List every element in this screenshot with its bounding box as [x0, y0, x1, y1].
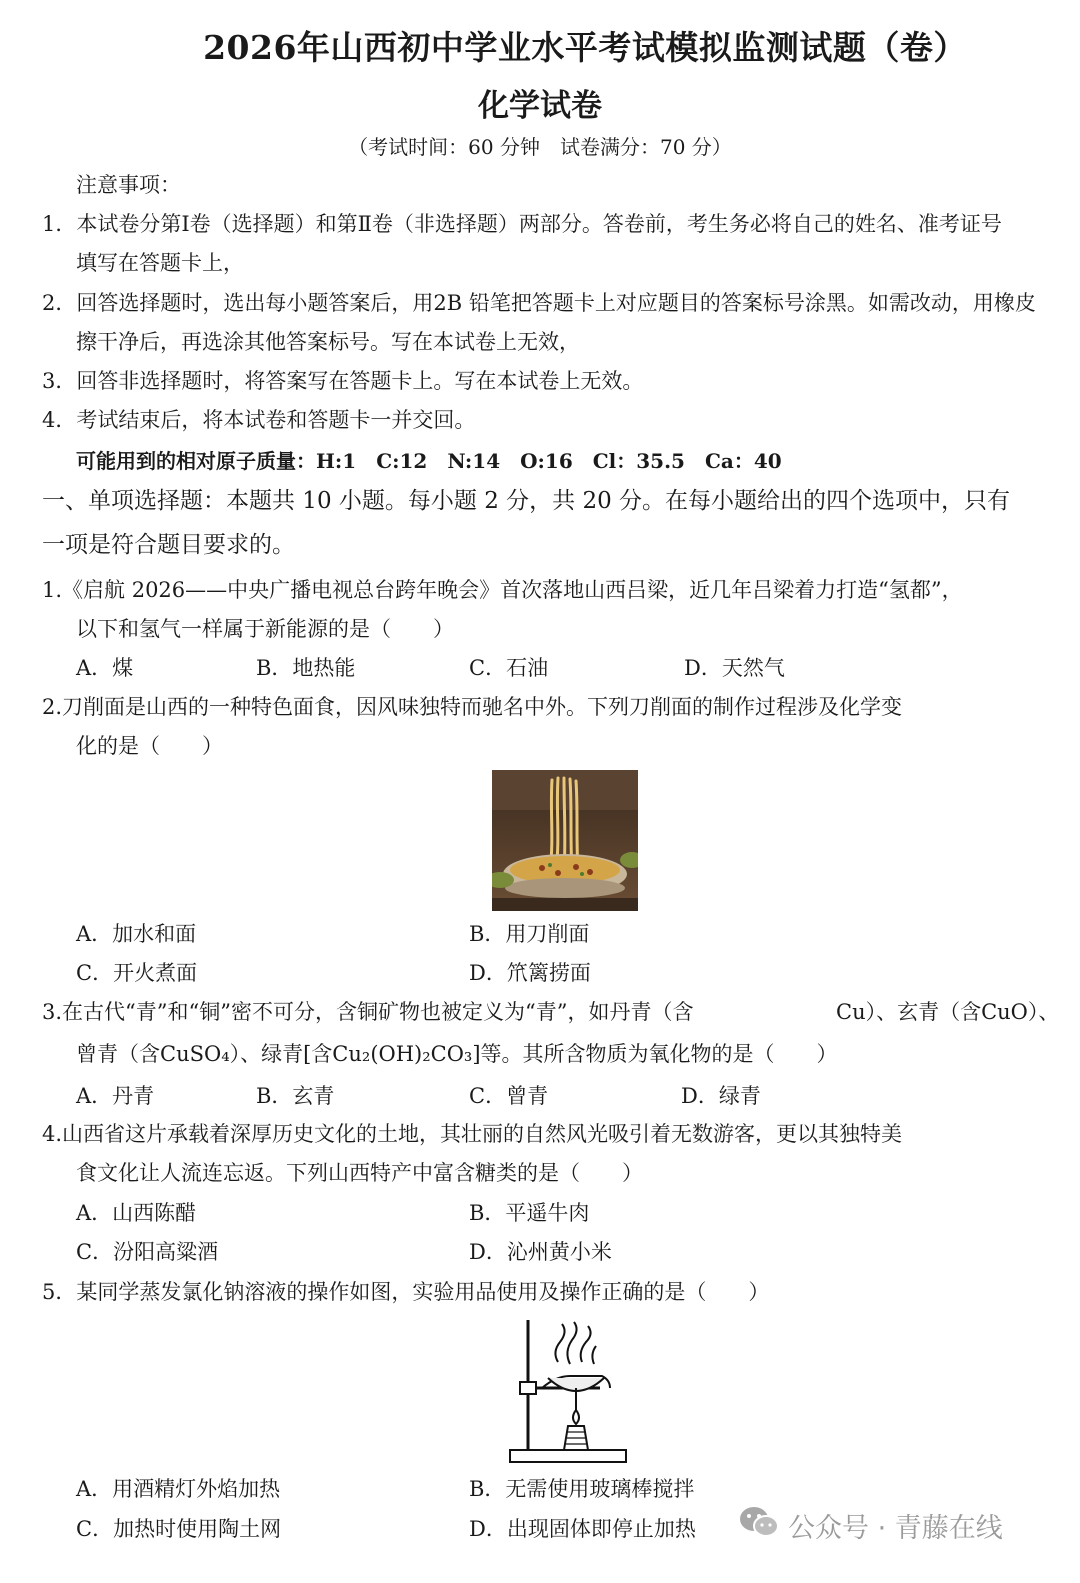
question-5-option-a: A．用酒精灯外焰加热 — [76, 1477, 281, 1501]
question-1-option-a: A．煤 — [76, 656, 134, 680]
question-5-option-d: D．出现固体即停止加热 — [469, 1517, 696, 1541]
question-4-option-d: D．沁州黄小米 — [469, 1240, 612, 1264]
notice-item-1-cont: 填写在答题卡上， — [76, 251, 244, 275]
question-5-option-c: C．加热时使用陶土网 — [76, 1517, 282, 1541]
question-5-stem: 5．某同学蒸发氯化钠溶液的操作如图，实验用品使用及操作正确的是（ ） — [42, 1280, 770, 1304]
notice-heading: 注意事项： — [76, 173, 181, 197]
question-1-option-d: D．天然气 — [684, 656, 785, 680]
wechat-icon — [738, 1504, 780, 1540]
notice-item-3: 3．回答非选择题时，将答案写在答题卡上。写在本试卷上无效。 — [42, 369, 644, 393]
question-3-option-c: C．曾青 — [469, 1084, 549, 1108]
exam-time-info: （考试时间：60 分钟 试卷满分：70 分） — [348, 135, 732, 159]
subject-title: 化学试卷 — [478, 88, 602, 124]
question-1-stem: 1.《启航 2026——中央广播电视总台跨年晚会》首次落地山西吕梁，近几年吕梁着力打造“氢都”， — [42, 578, 963, 602]
exam-title: 2026年山西初中学业水平考试模拟监测试题（卷） — [203, 28, 967, 67]
notice-item-4: 4．考试结束后，将本试卷和答题卡一并交回。 — [42, 408, 476, 432]
question-1-option-c: C．石油 — [469, 656, 549, 680]
notice-item-2-cont: 擦干净后，再选涂其他答案标号。写在本试卷上无效， — [76, 330, 580, 354]
question-4-stem-cont: 食文化让人流连忘返。下列山西特产中富含糖类的是（ ） — [76, 1161, 643, 1185]
question-4-stem: 4.山西省这片承载着深厚历史文化的土地，其壮丽的自然风光吸引着无数游客，更以其独特美 — [42, 1122, 903, 1146]
section-heading-line1: 一、单项选择题：本题共 10 小题。每小题 2 分，共 20 分。在每小题给出的四个选项中，只有 — [42, 488, 1011, 514]
section-heading-line2: 一项是符合题目要求的。 — [42, 532, 295, 558]
question-1-stem-cont: 以下和氢气一样属于新能源的是（ ） — [76, 617, 454, 641]
question-3-stem-cont: 曾青（含CuSO₄）、绿青[含Cu₂(OH)₂CO₃]等。其所含物质为氧化物的是（ ） — [76, 1042, 838, 1066]
atomic-masses: 可能用到的相对原子质量：H:1 C:12 N:14 O:16 Cl：35.5 Ca：40 — [76, 449, 782, 473]
question-4-option-a: A．山西陈醋 — [76, 1201, 197, 1225]
question-3-stem: 3.在古代“青”和“铜”密不可分，含铜矿物也被定义为“青”，如丹青（含 — [42, 1000, 694, 1024]
evaporation-apparatus-diagram — [506, 1318, 630, 1468]
notice-item-2: 2．回答选择题时，选出每小题答案后，用2B 铅笔把答题卡上对应题目的答案标号涂黑。如需改动，用橡皮 — [42, 291, 1036, 315]
watermark-text: 公众号 · 青藤在线 — [788, 1513, 1003, 1544]
knife-cut-noodles-photo — [492, 770, 638, 911]
question-2-option-b: B．用刀削面 — [469, 922, 590, 946]
question-3-stem-tail: Cu）、玄青（含CuO）、 — [836, 1000, 1060, 1024]
question-2-option-c: C．开火煮面 — [76, 961, 198, 985]
notice-item-1: 1．本试卷分第Ⅰ卷（选择题）和第Ⅱ卷（非选择题）两部分。答卷前，考生务必将自己的姓名、准考证号 — [42, 212, 1002, 236]
question-2-stem: 2.刀削面是山西的一种特色面食，因风味独特而驰名中外。下列刀削面的制作过程涉及化学变 — [42, 695, 903, 719]
question-3-option-a: A．丹青 — [76, 1084, 155, 1108]
question-1-option-b: B．地热能 — [256, 656, 356, 680]
question-3-option-b: B．玄青 — [256, 1084, 335, 1108]
question-5-option-b: B．无需使用玻璃棒搅拌 — [469, 1477, 695, 1501]
question-2-option-a: A．加水和面 — [76, 922, 197, 946]
question-2-stem-cont: 化的是（ ） — [76, 734, 223, 758]
question-4-option-c: C．汾阳高粱酒 — [76, 1240, 219, 1264]
question-4-option-b: B．平遥牛肉 — [469, 1201, 590, 1225]
question-3-option-d: D．绿青 — [681, 1084, 761, 1108]
question-2-option-d: D．笊篱捞面 — [469, 961, 591, 985]
